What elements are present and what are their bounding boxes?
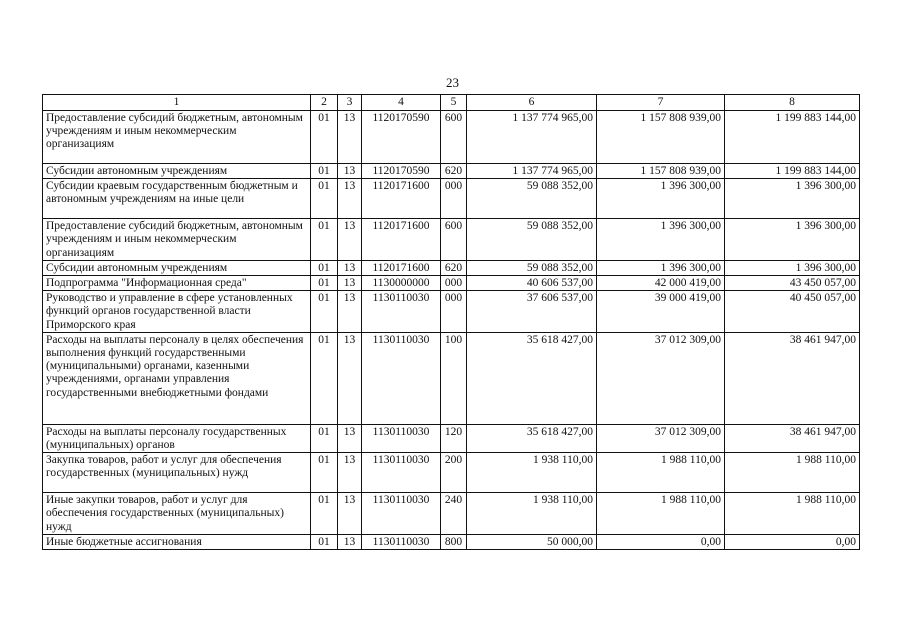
row-amount-col8: 1 988 110,00 bbox=[725, 453, 860, 493]
table-body bbox=[43, 111, 860, 550]
row-amount-col6: 1 938 110,00 bbox=[467, 493, 597, 535]
row-amount-col6: 59 088 352,00 bbox=[467, 219, 597, 261]
row-expense-type: 600 bbox=[441, 111, 467, 164]
row-amount-col6: 37 606 537,00 bbox=[467, 291, 597, 333]
row-subsection-code: 13 bbox=[338, 424, 362, 452]
row-target-article: 1120171600 bbox=[362, 219, 441, 261]
row-amount-col8: 1 199 883 144,00 bbox=[725, 111, 860, 164]
row-subsection-code: 13 bbox=[338, 219, 362, 261]
row-amount-col8: 43 450 057,00 bbox=[725, 276, 860, 291]
row-target-article: 1130000000 bbox=[362, 276, 441, 291]
row-subsection-code: 13 bbox=[338, 111, 362, 164]
row-expense-type: 600 bbox=[441, 219, 467, 261]
row-expense-type: 200 bbox=[441, 453, 467, 493]
col-header-8: 8 bbox=[725, 95, 860, 111]
row-section-code: 01 bbox=[311, 164, 338, 179]
row-amount-col8: 1 396 300,00 bbox=[725, 260, 860, 275]
col-header-1: 1 bbox=[43, 95, 311, 111]
row-amount-col7: 1 396 300,00 bbox=[597, 179, 725, 219]
table-row bbox=[43, 276, 860, 291]
row-amount-col6: 35 618 427,00 bbox=[467, 332, 597, 424]
row-subsection-code: 13 bbox=[338, 291, 362, 333]
row-amount-col7: 1 396 300,00 bbox=[597, 260, 725, 275]
row-amount-col7: 37 012 309,00 bbox=[597, 332, 725, 424]
row-target-article: 1120171600 bbox=[362, 179, 441, 219]
col-header-6: 6 bbox=[467, 95, 597, 111]
table-row bbox=[43, 179, 860, 219]
row-amount-col8: 1 199 883 144,00 bbox=[725, 164, 860, 179]
row-name: Расходы на выплаты персоналу государственных (муниципальных) органов bbox=[43, 424, 311, 452]
row-amount-col7: 1 157 808 939,00 bbox=[597, 164, 725, 179]
row-subsection-code: 13 bbox=[338, 493, 362, 535]
row-target-article: 1130110030 bbox=[362, 332, 441, 424]
row-section-code: 01 bbox=[311, 493, 338, 535]
row-amount-col8: 1 988 110,00 bbox=[725, 493, 860, 535]
row-section-code: 01 bbox=[311, 219, 338, 261]
row-section-code: 01 bbox=[311, 179, 338, 219]
row-amount-col7: 1 988 110,00 bbox=[597, 453, 725, 493]
row-expense-type: 100 bbox=[441, 332, 467, 424]
row-expense-type: 120 bbox=[441, 424, 467, 452]
row-target-article: 1120171600 bbox=[362, 260, 441, 275]
row-section-code: 01 bbox=[311, 276, 338, 291]
table-row bbox=[43, 260, 860, 275]
row-amount-col8: 1 396 300,00 bbox=[725, 179, 860, 219]
row-name: Предоставление субсидий бюджетным, автономным учреждениям и иным некоммерческим организациям bbox=[43, 111, 311, 164]
row-section-code: 01 bbox=[311, 453, 338, 493]
row-amount-col6: 59 088 352,00 bbox=[467, 179, 597, 219]
row-section-code: 01 bbox=[311, 291, 338, 333]
row-amount-col8: 1 396 300,00 bbox=[725, 219, 860, 261]
row-section-code: 01 bbox=[311, 534, 338, 549]
table-row bbox=[43, 424, 860, 452]
row-expense-type: 000 bbox=[441, 291, 467, 333]
row-target-article: 1130110030 bbox=[362, 424, 441, 452]
row-name: Иные закупки товаров, работ и услуг для обеспечения государственных (муниципальных) нужд bbox=[43, 493, 311, 535]
row-subsection-code: 13 bbox=[338, 179, 362, 219]
row-amount-col8: 40 450 057,00 bbox=[725, 291, 860, 333]
row-target-article: 1120170590 bbox=[362, 111, 441, 164]
row-name: Подпрограмма "Информационная среда" bbox=[43, 276, 311, 291]
row-target-article: 1130110030 bbox=[362, 291, 441, 333]
table-row bbox=[43, 164, 860, 179]
header-row bbox=[43, 95, 860, 111]
col-header-7: 7 bbox=[597, 95, 725, 111]
row-target-article: 1130110030 bbox=[362, 453, 441, 493]
row-amount-col8: 0,00 bbox=[725, 534, 860, 549]
col-header-3: 3 bbox=[338, 95, 362, 111]
row-amount-col7: 0,00 bbox=[597, 534, 725, 549]
row-subsection-code: 13 bbox=[338, 453, 362, 493]
col-header-2: 2 bbox=[311, 95, 338, 111]
table-row bbox=[43, 534, 860, 549]
row-section-code: 01 bbox=[311, 111, 338, 164]
row-amount-col6: 1 137 774 965,00 bbox=[467, 111, 597, 164]
table-row bbox=[43, 219, 860, 261]
row-amount-col7: 42 000 419,00 bbox=[597, 276, 725, 291]
row-subsection-code: 13 bbox=[338, 534, 362, 549]
col-header-4: 4 bbox=[362, 95, 441, 111]
row-expense-type: 000 bbox=[441, 276, 467, 291]
row-amount-col7: 1 157 808 939,00 bbox=[597, 111, 725, 164]
row-subsection-code: 13 bbox=[338, 164, 362, 179]
page-number: 23 bbox=[446, 75, 459, 90]
row-amount-col7: 1 396 300,00 bbox=[597, 219, 725, 261]
row-expense-type: 000 bbox=[441, 179, 467, 219]
row-section-code: 01 bbox=[311, 424, 338, 452]
row-amount-col6: 40 606 537,00 bbox=[467, 276, 597, 291]
row-amount-col7: 37 012 309,00 bbox=[597, 424, 725, 452]
row-amount-col6: 59 088 352,00 bbox=[467, 260, 597, 275]
row-amount-col8: 38 461 947,00 bbox=[725, 424, 860, 452]
row-subsection-code: 13 bbox=[338, 332, 362, 424]
row-target-article: 1120170590 bbox=[362, 164, 441, 179]
row-amount-col6: 35 618 427,00 bbox=[467, 424, 597, 452]
row-subsection-code: 13 bbox=[338, 260, 362, 275]
row-amount-col8: 38 461 947,00 bbox=[725, 332, 860, 424]
row-name: Расходы на выплаты персоналу в целях обеспечения выполнения функций государственными (муниципальными) органами, казенными учреждениями, органами управления государственными внебюджетными фондами bbox=[43, 332, 311, 424]
row-name: Руководство и управление в сфере установленных функций органов государственной власти Приморского края bbox=[43, 291, 311, 333]
row-expense-type: 800 bbox=[441, 534, 467, 549]
row-amount-col7: 39 000 419,00 bbox=[597, 291, 725, 333]
row-section-code: 01 bbox=[311, 332, 338, 424]
row-expense-type: 620 bbox=[441, 164, 467, 179]
row-target-article: 1130110030 bbox=[362, 534, 441, 549]
row-name: Предоставление субсидий бюджетным, автономным учреждениям и иным некоммерческим организациям bbox=[43, 219, 311, 261]
budget-table bbox=[42, 94, 860, 550]
row-name: Закупка товаров, работ и услуг для обеспечения государственных (муниципальных) нужд bbox=[43, 453, 311, 493]
row-amount-col6: 1 137 774 965,00 bbox=[467, 164, 597, 179]
row-name: Иные бюджетные ассигнования bbox=[43, 534, 311, 549]
table-row bbox=[43, 453, 860, 493]
row-target-article: 1130110030 bbox=[362, 493, 441, 535]
row-amount-col6: 1 938 110,00 bbox=[467, 453, 597, 493]
row-name: Субсидии краевым государственным бюджетным и автономным учреждениям на иные цели bbox=[43, 179, 311, 219]
col-header-5: 5 bbox=[441, 95, 467, 111]
row-amount-col7: 1 988 110,00 bbox=[597, 493, 725, 535]
row-section-code: 01 bbox=[311, 260, 338, 275]
table-row bbox=[43, 332, 860, 424]
table-row bbox=[43, 291, 860, 333]
row-name: Субсидии автономным учреждениям bbox=[43, 260, 311, 275]
row-expense-type: 240 bbox=[441, 493, 467, 535]
row-name: Субсидии автономным учреждениям bbox=[43, 164, 311, 179]
row-amount-col6: 50 000,00 bbox=[467, 534, 597, 549]
row-subsection-code: 13 bbox=[338, 276, 362, 291]
table-row bbox=[43, 493, 860, 535]
table-row bbox=[43, 111, 860, 164]
row-expense-type: 620 bbox=[441, 260, 467, 275]
